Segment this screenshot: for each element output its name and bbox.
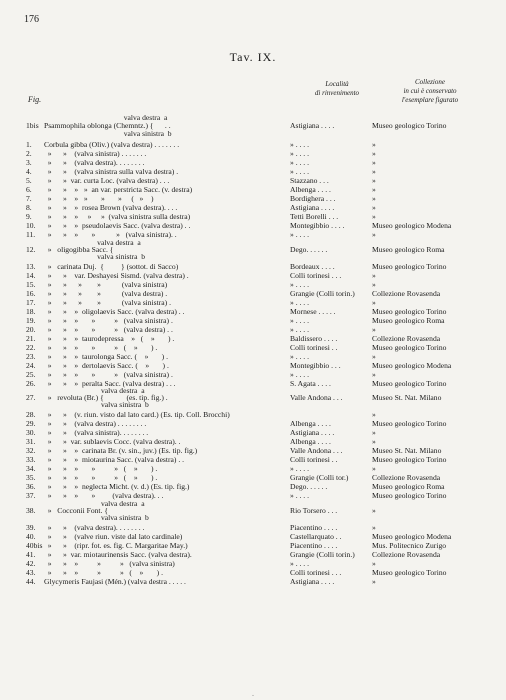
row-loc: Dego. . . . . . (290, 245, 328, 254)
row-loc: Valle Andona . . . (290, 446, 343, 455)
locality-header-line2: di rinvenimento (314, 89, 360, 97)
row-coll: Museo geologico Torino (372, 343, 447, 352)
row-loc: Grangie (Colli tor.) (290, 473, 349, 482)
row-num: 33. (26, 455, 36, 464)
row-loc: Dego. . . . . . (290, 482, 328, 491)
row-num: 26. (26, 379, 36, 388)
row-num: 24. (26, 361, 36, 370)
row-loc: Astigiana . . . . (290, 428, 335, 437)
row-desc: » » » » » (valva sinistra) . (44, 370, 173, 379)
row-coll: » (372, 158, 378, 167)
row-num: 6. (26, 185, 32, 194)
row-coll: Museo geologico Torino (372, 379, 447, 388)
row-loc: Baldissero . . . . (290, 334, 338, 343)
row-num: 12. (26, 245, 36, 254)
row-coll: Museo geologico Torino (372, 491, 447, 500)
row-desc: » » (valve riun. viste dal lato cardinale) (44, 532, 183, 541)
row-coll: » (372, 464, 378, 473)
row-coll: Museo geologico Roma (372, 482, 445, 491)
row-desc: » » » carinata Br. (v. sin., juv.) (Es. tip. fig.) (44, 446, 198, 455)
collection-header-line1: Collezione (415, 78, 445, 86)
row-loc: Tetti Borelli . . . (290, 212, 339, 221)
row-coll: » (372, 140, 378, 149)
row-loc: Piacentino . . . . (290, 523, 338, 532)
row-desc: » » var. Deshayesi Sismd. (valva destra) . (44, 271, 189, 280)
row-desc: » » » » » ( » ) . (44, 473, 158, 482)
row-coll: » (372, 523, 378, 532)
row-desc: » » » dertolaevis Sacc. ( » ) . (44, 361, 169, 370)
table-row (0, 400, 506, 410)
row-desc: » » » » » (valva sinistra) . (44, 316, 173, 325)
row-desc: » Cocconii Font. { (44, 506, 108, 515)
row-num: 11. (26, 230, 36, 239)
row-num: 37. (26, 491, 36, 500)
row-desc: » » » » » ( » ) . (44, 343, 158, 352)
row-num: 25. (26, 370, 36, 379)
row-desc: » » » peralta Sacc. (valva destra) . . . (44, 379, 176, 388)
row-coll: Museo geologico Torino (372, 121, 447, 130)
row-loc: » . . . . (290, 167, 309, 176)
row-desc: valva sinistra b (44, 400, 149, 409)
row-desc: » » (valva destra). . . . . . . . (44, 158, 145, 167)
row-num: 40. (26, 532, 36, 541)
row-loc: Albenga . . . . (290, 419, 331, 428)
row-desc: » » (valva sinistra). . . . . . . . (44, 428, 149, 437)
row-coll: Collezione Rovasenda (372, 334, 441, 343)
row-coll: » (372, 577, 378, 586)
row-desc: » » (ripr. fot. es. fig. C. Margaritae May.) (44, 541, 188, 550)
row-desc: » revoluta (Br.) { (es. tip. fig.) . (44, 393, 168, 402)
row-loc: Grangie (Colli torin.) (290, 289, 355, 298)
row-coll: Museo geologico Modena (372, 221, 452, 230)
row-num: 29. (26, 419, 36, 428)
row-num: 41. (26, 550, 36, 559)
row-desc: » » (valva sinistra) . . . . . . . (44, 149, 147, 158)
row-coll: » (372, 271, 378, 280)
row-coll: Museo St. Nat. Milano (372, 393, 442, 402)
row-loc: Colli torinesi . . . (290, 271, 342, 280)
row-desc: valva sinistra b (44, 513, 149, 522)
row-loc: Valle Andona . . . (290, 393, 343, 402)
row-desc: Glycymeris Faujasi (Mén.) (valva destra . . . . . (44, 577, 186, 586)
row-num: 1bis (26, 121, 39, 130)
row-coll: Museo geologico Roma (372, 316, 445, 325)
row-num: 18. (26, 307, 36, 316)
row-loc: Bordeaux . . . . (290, 262, 335, 271)
row-loc: Astigiana . . . . (290, 577, 335, 586)
row-num: 4. (26, 167, 32, 176)
row-loc: Mornese . . . . . (290, 307, 336, 316)
row-coll: » (372, 212, 378, 221)
row-num: 38. (26, 506, 36, 515)
row-num: 35. (26, 473, 36, 482)
row-desc: valva destra a (44, 113, 168, 122)
row-desc: » » » » » ( » ) . (44, 464, 158, 473)
row-loc: » . . . . (290, 464, 309, 473)
row-desc: » » » neglecta Micht. (v. d.) (Es. tip. fig.) (44, 482, 190, 491)
row-desc: valva destra a (44, 499, 145, 508)
row-coll: » (372, 298, 378, 307)
row-num: 32. (26, 446, 36, 455)
row-desc: » » » » (valva sinistra) . (44, 298, 171, 307)
row-desc: » » » » an var. perstricta Sacc. (v. destra) (44, 185, 193, 194)
row-desc: » » » » » (valva sinistra). . (44, 230, 177, 239)
row-loc: » . . . . (290, 559, 309, 568)
table-row (0, 129, 506, 139)
row-num: 39. (26, 523, 36, 532)
row-loc: » . . . . (290, 352, 309, 361)
row-desc: » » » pseudolaevis Sacc. (valva destra) . . (44, 221, 191, 230)
row-coll: Museo geologico Torino (372, 307, 447, 316)
table-row (0, 252, 506, 262)
row-desc: valva sinistra b (44, 252, 146, 261)
row-num: 19. (26, 316, 36, 325)
row-loc: Stazzano . . . (290, 176, 329, 185)
row-coll: » (372, 559, 378, 568)
row-desc: » » » rosea Brown (valva destra). . . . (44, 203, 178, 212)
row-coll: » (372, 506, 378, 515)
row-loc: » . . . . (290, 149, 309, 158)
row-coll: » (372, 167, 378, 176)
row-desc: » » (valva destra) . . . . . . . . (44, 419, 147, 428)
row-loc: Colli torinesi . . . (290, 568, 342, 577)
row-desc: » » var. curta Loc. (valva destra) . . . (44, 176, 170, 185)
row-desc: » » (valva sinistra sulla valva destra) . (44, 167, 179, 176)
row-num: 9. (26, 212, 32, 221)
page-number: 176 (24, 14, 39, 25)
row-num: 27. (26, 393, 36, 402)
row-coll: » (372, 325, 378, 334)
row-num: 3. (26, 158, 32, 167)
row-num: 22. (26, 343, 36, 352)
row-loc: Albenga . . . . (290, 437, 331, 446)
plate-title: Tav. IX. (229, 50, 277, 64)
row-loc: » . . . . (290, 370, 309, 379)
row-desc: Psammophila oblonga (Chemntz.) { . . (44, 121, 171, 130)
row-coll: » (372, 280, 378, 289)
row-desc: valva destra a (44, 386, 145, 395)
row-num: 2. (26, 149, 32, 158)
footer-mark: . (251, 688, 255, 698)
row-coll: » (372, 230, 378, 239)
row-loc: Astigiana . . . . (290, 203, 335, 212)
row-desc: » » » taurodepressa » ( » ) . (44, 334, 175, 343)
row-num: 20. (26, 325, 36, 334)
row-desc: Corbula gibba (Oliv.) (valva destra) . . . . . . . (44, 140, 180, 149)
row-num: 43. (26, 568, 36, 577)
table-row (0, 513, 506, 523)
row-loc: S. Agata . . . . (290, 379, 331, 388)
row-loc: » . . . . (290, 325, 309, 334)
row-num: 17. (26, 298, 36, 307)
row-num: 31. (26, 437, 36, 446)
row-coll: » (372, 185, 378, 194)
row-desc: » » » » » (valva destra) . . (44, 325, 173, 334)
row-desc: » » » » » (valva sinistra sulla destra) (44, 212, 191, 221)
row-desc: » » » » » ( » ) . (44, 568, 163, 577)
row-num: 10. (26, 221, 36, 230)
row-num: 28. (26, 410, 36, 419)
row-num: 7. (26, 194, 32, 203)
row-desc: » » » » » (valva sinistra) (44, 559, 175, 568)
row-coll: » (372, 410, 378, 419)
row-desc: » » (valva destra). . . . . . . . (44, 523, 145, 532)
row-loc: » . . . . (290, 316, 309, 325)
row-num: 23. (26, 352, 36, 361)
row-loc: Astigiana . . . . (290, 121, 335, 130)
row-coll: » (372, 176, 378, 185)
row-desc: » » (v. riun. visto dal lato card.) (Es. tip. Coll. Brocchi) (44, 410, 230, 419)
row-num: 21. (26, 334, 36, 343)
row-num: 15. (26, 280, 36, 289)
row-loc: Colli torinesi . . (290, 343, 338, 352)
row-desc: » » » taurolonga Sacc. ( » ) . (44, 352, 169, 361)
row-desc: » carinata Duj. { } (sottot. di Sacco) (44, 262, 179, 271)
row-desc: » » » » » » ( » ) (44, 194, 154, 203)
row-loc: Colli torinesi . . (290, 455, 338, 464)
row-num: 14. (26, 271, 36, 280)
row-coll: Collezione Rovasenda (372, 289, 441, 298)
row-coll: » (372, 428, 378, 437)
table-row (0, 577, 506, 587)
row-num: 16. (26, 289, 36, 298)
row-loc: Piacentino . . . . (290, 541, 338, 550)
row-loc: Bordighera . . . (290, 194, 336, 203)
row-coll: Collezione Rovasenda (372, 473, 441, 482)
row-loc: » . . . . (290, 230, 309, 239)
row-coll: » (372, 437, 378, 446)
row-coll: Museo geologico Roma (372, 245, 445, 254)
row-num: 5. (26, 176, 32, 185)
row-coll: » (372, 370, 378, 379)
row-coll: » (372, 352, 378, 361)
row-desc: valva destra a (44, 238, 141, 247)
row-num: 44. (26, 577, 36, 586)
row-loc: Rio Torsero . . . (290, 506, 338, 515)
row-desc: » » » » (valva sinistra) (44, 280, 168, 289)
row-loc: » . . . . (290, 140, 309, 149)
row-coll: Collezione Rovasenda (372, 550, 441, 559)
row-loc: » . . . . (290, 280, 309, 289)
row-coll: Museo geologico Torino (372, 419, 447, 428)
row-coll: » (372, 149, 378, 158)
row-desc: » » var. sublaevis Cocc. (valva destra). . (44, 437, 181, 446)
row-desc: » » » » (valva destra). . . (44, 491, 164, 500)
row-num: 1. (26, 140, 32, 149)
row-coll: » (372, 203, 378, 212)
row-coll: Museo geologico Modena (372, 361, 452, 370)
collection-header-line2: in cui è conservato (403, 87, 457, 95)
row-num: 36. (26, 482, 36, 491)
row-num: 13. (26, 262, 36, 271)
row-desc: valva sinistra b (44, 129, 172, 138)
row-loc: » . . . . (290, 491, 309, 500)
row-loc: » . . . . (290, 298, 309, 307)
row-coll: Museo geologico Torino (372, 455, 447, 464)
row-desc: » » » » (valva destra) . (44, 289, 168, 298)
row-coll: » (372, 194, 378, 203)
locality-header-line1: Località (325, 80, 349, 88)
row-desc: » » var. miotaurinensis Sacc. (valva destra). (44, 550, 192, 559)
row-desc: » oligogibba Sacc. { (44, 245, 114, 254)
row-coll: Museo geologico Torino (372, 262, 447, 271)
row-loc: Montegibbio . . . . (290, 221, 345, 230)
row-num: 40bis (26, 541, 43, 550)
row-num: 42. (26, 559, 36, 568)
row-loc: Albenga . . . . (290, 185, 331, 194)
row-coll: Museo St. Nat. Milano (372, 446, 442, 455)
row-desc: » » » oligolaevis Sacc. (valva destra) . . (44, 307, 185, 316)
row-coll: Museo geologico Modena (372, 532, 452, 541)
row-loc: Grangie (Colli torin.) (290, 550, 355, 559)
row-coll: Museo geologico Torino (372, 568, 447, 577)
row-loc: Montegibbio . . . (290, 361, 341, 370)
row-coll: Mus. Politecnico Zurigo (372, 541, 447, 550)
row-desc: » » » miotaurina Sacc. (valva destra) . . (44, 455, 185, 464)
fig-column-header: Fig. (28, 95, 42, 104)
collection-header-line3: l'esemplare figurato (401, 96, 459, 104)
row-num: 8. (26, 203, 32, 212)
row-loc: » . . . . (290, 158, 309, 167)
row-loc: Castellarquato . . (290, 532, 342, 541)
row-num: 34. (26, 464, 36, 473)
row-num: 30. (26, 428, 36, 437)
